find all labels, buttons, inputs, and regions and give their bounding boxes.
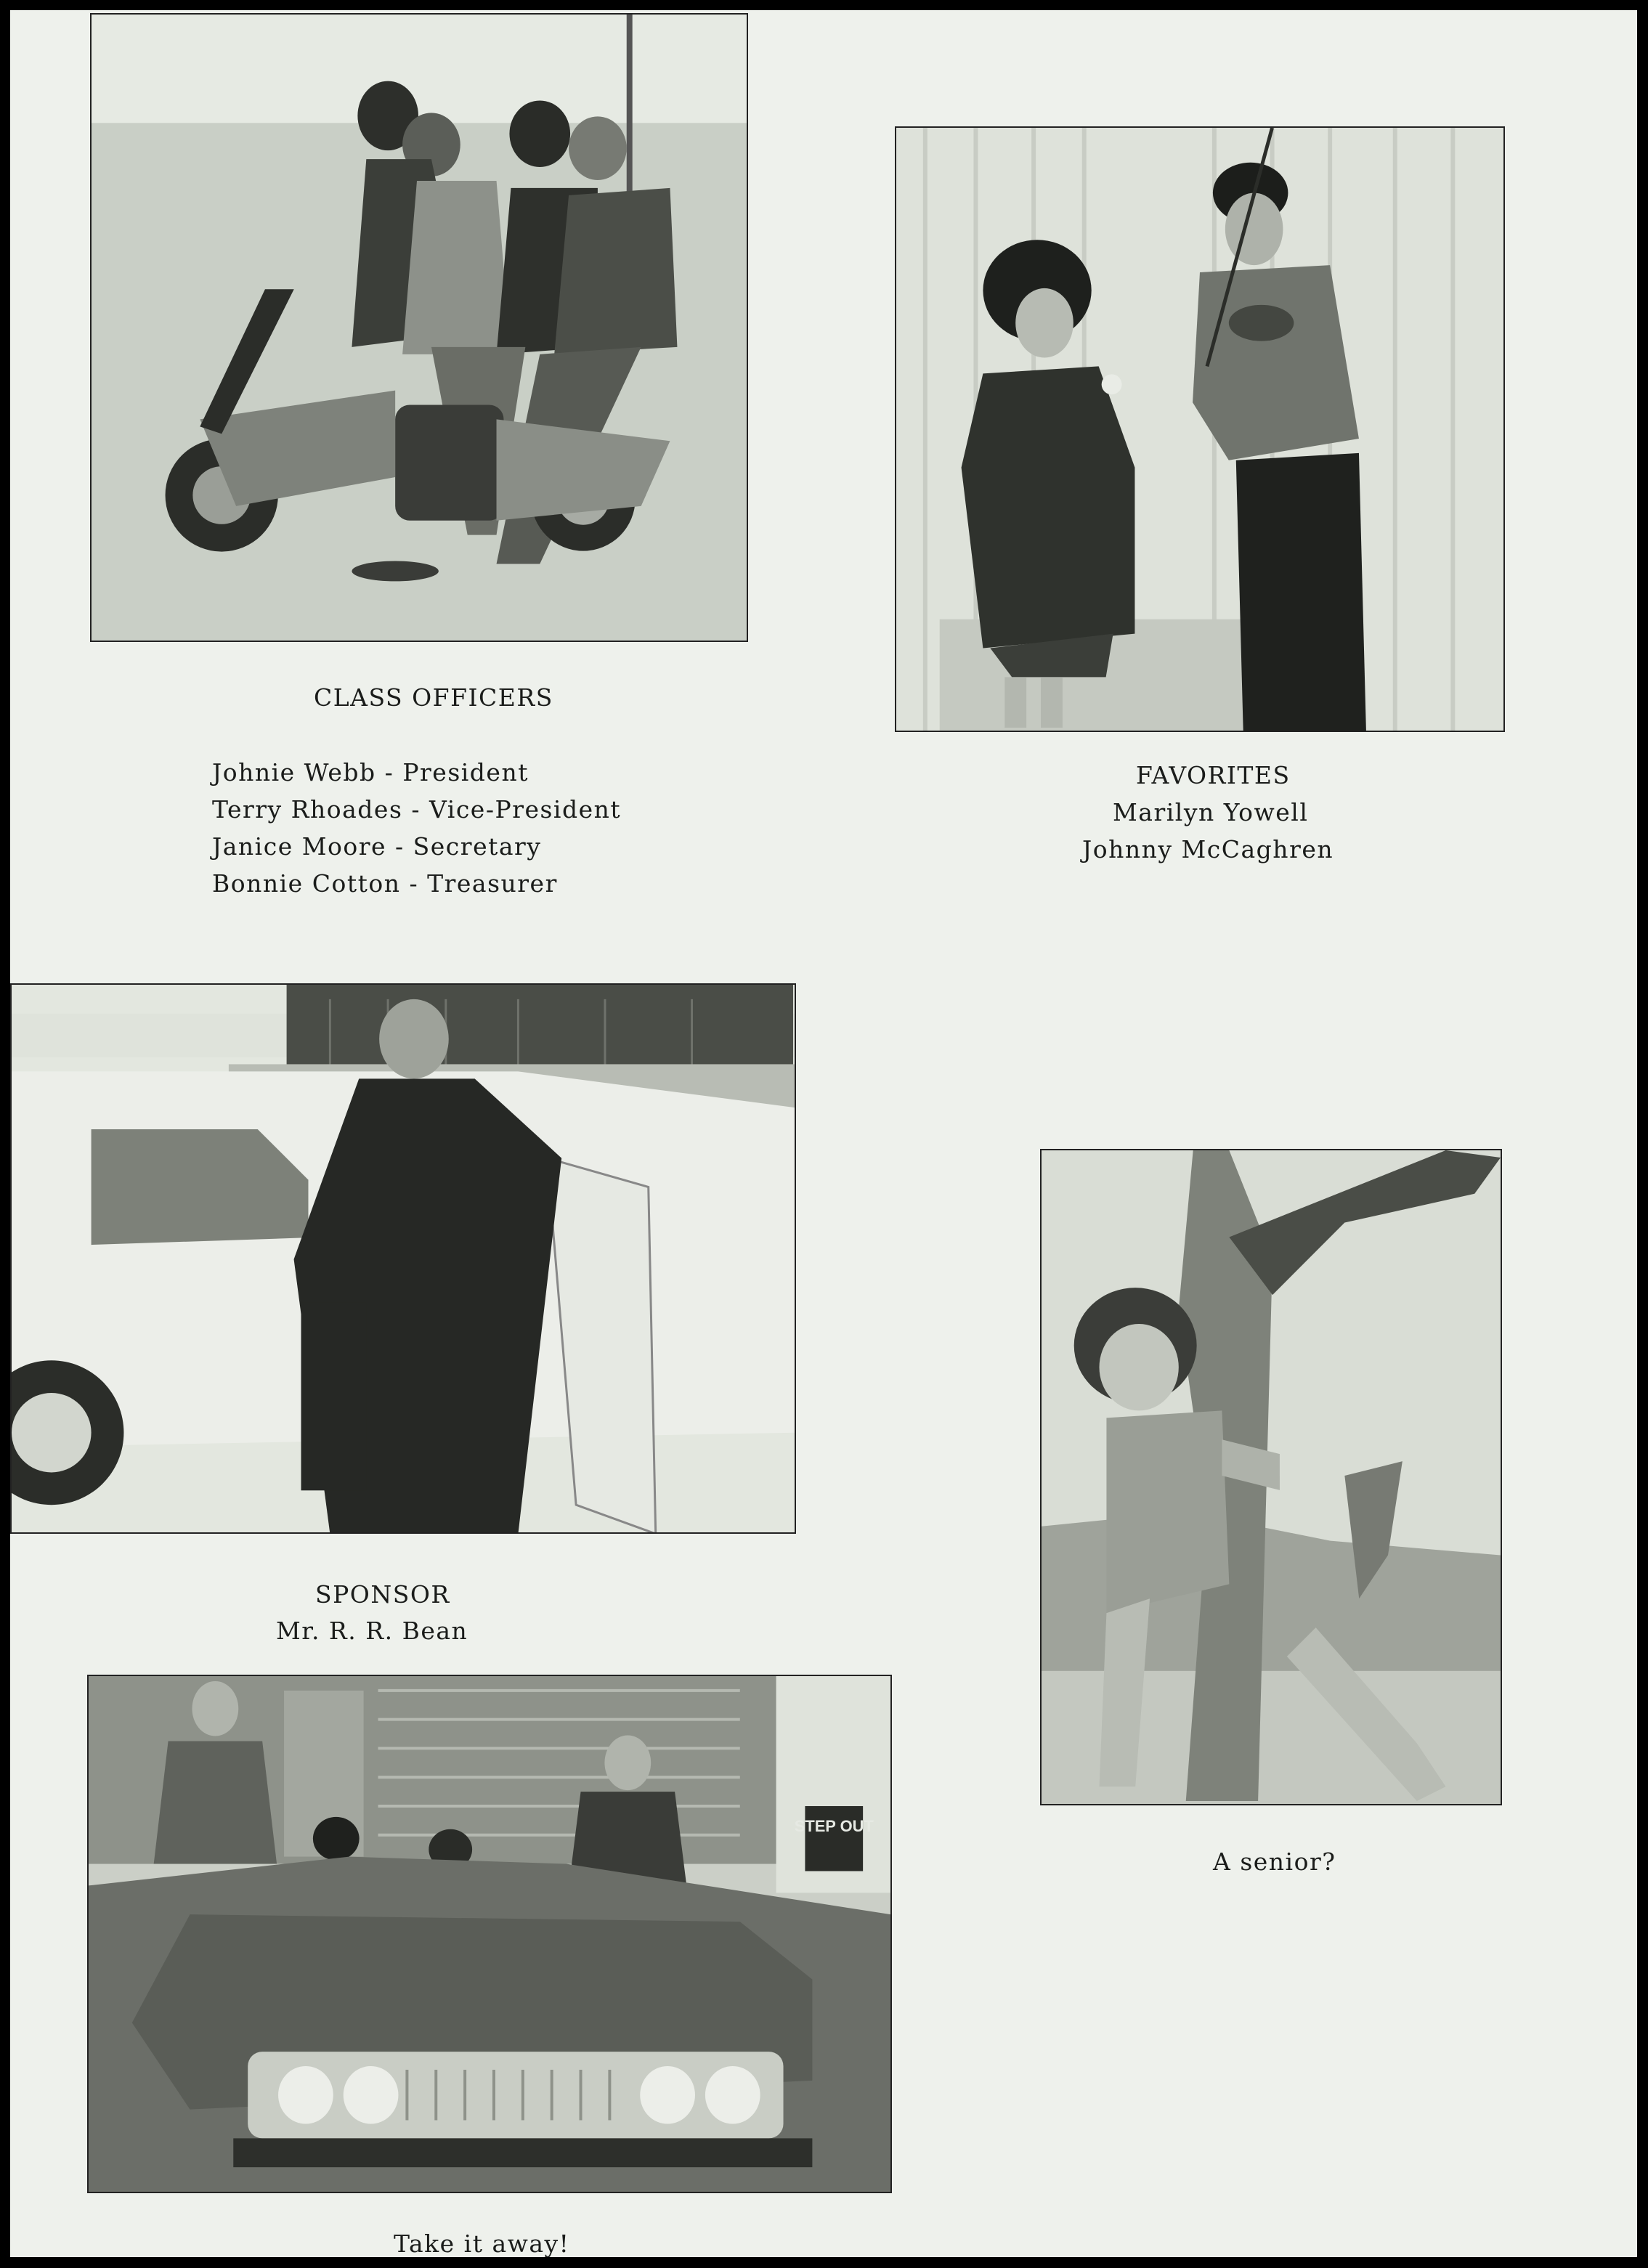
class-officers-photo — [90, 13, 748, 642]
senior-caption: A senior? — [1213, 1848, 1336, 1876]
favorite-girl: Marilyn Yowell — [1113, 798, 1309, 826]
favorites-photo — [895, 126, 1505, 732]
step-out-sign: STEP OUT — [794, 1816, 874, 1835]
senior-child-photo — [1040, 1149, 1502, 1805]
officer-secretary: Janice Moore - Secretary — [212, 832, 542, 861]
officers-list — [212, 754, 621, 902]
officer-treasurer: Bonnie Cotton - Treasurer — [212, 869, 558, 898]
sponsor-name: Mr. R. R. Bean — [276, 1617, 468, 1645]
officer-president: Johnie Webb - President — [212, 758, 529, 787]
officer-vice-president: Terry Rhoades - Vice-President — [212, 795, 622, 824]
sponsor-photo — [10, 983, 796, 1534]
yearbook-page — [10, 10, 1637, 2257]
sponsor-heading: SPONSOR — [315, 1580, 450, 1609]
convertible-photo — [87, 1675, 892, 2193]
car-caption: Take it away! — [394, 2230, 570, 2257]
favorites-heading: FAVORITES — [1136, 761, 1291, 789]
favorite-boy: Johnny McCaghren — [1082, 835, 1334, 863]
class-officers-heading: CLASS OFFICERS — [314, 683, 553, 712]
